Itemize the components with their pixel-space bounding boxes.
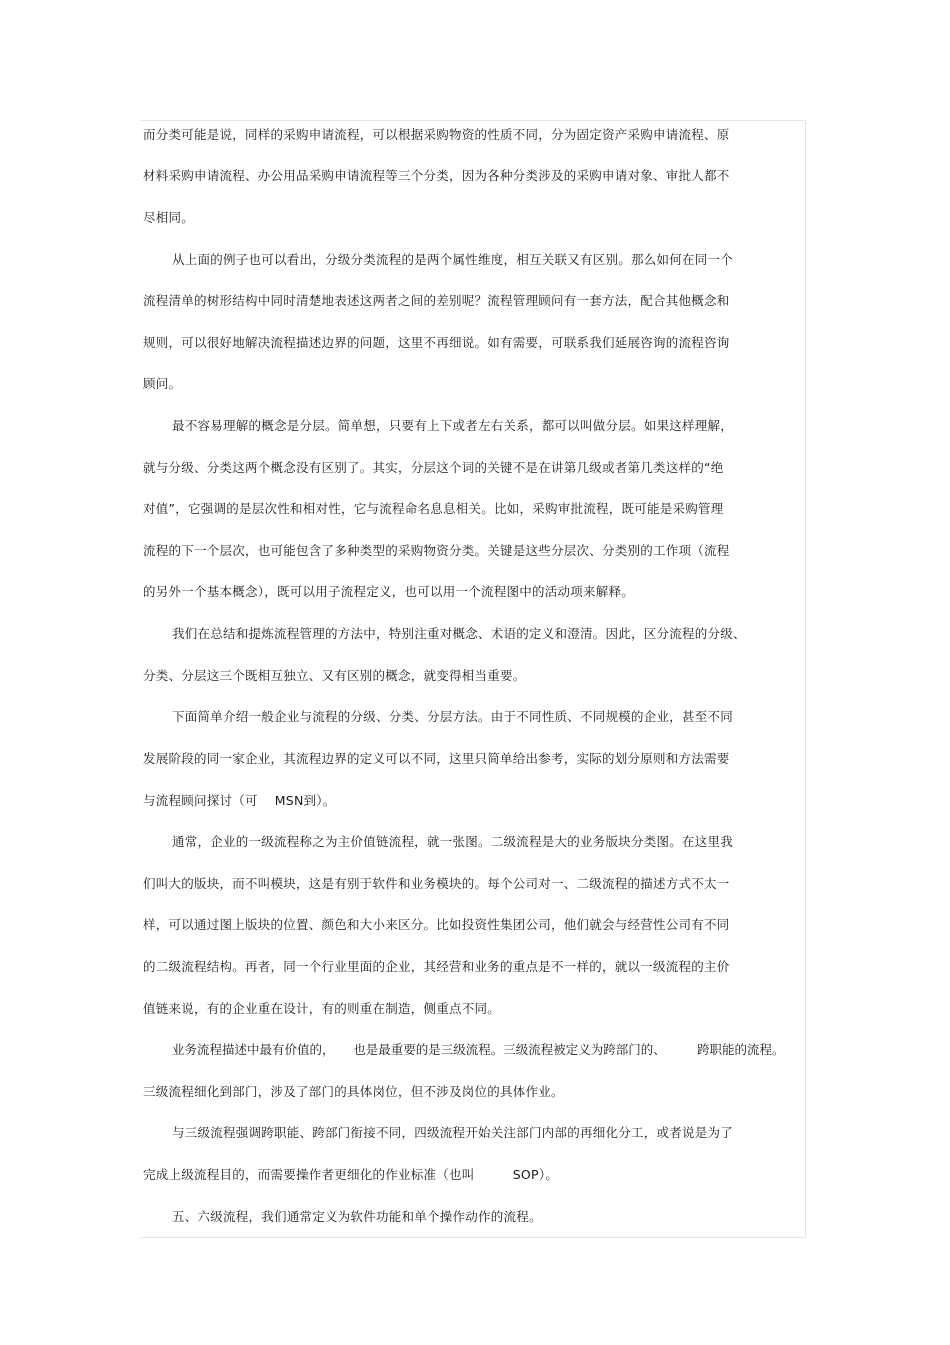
paragraph-line: 与三级流程强调跨职能、跨部门衔接不同，四级流程开始关注部门内部的再细化分工，或者说是为了 bbox=[172, 1125, 734, 1140]
paragraph-line: 三级流程细化到部门，涉及了部门的具体岗位，但不涉及岗位的具体作业。 bbox=[143, 1084, 564, 1099]
paragraph-line: 分类、分层这三个既相互独立、又有区别的概念，就变得相当重要。 bbox=[143, 668, 526, 683]
paragraph-line: 发展阶段的同一家企业，其流程边界的定义可以不同，这里只简单给出参考，实际的划分原则和方法需要 bbox=[143, 751, 730, 766]
paragraph-line: 通常，企业的一级流程称之为主价值链流程，就一张图。二级流程是大的业务版块分类图。在这里我 bbox=[172, 834, 734, 849]
paragraph-line: 完成上级流程目的，而需要操作者更细化的作业标准（也叫 SOP）。 bbox=[143, 1167, 559, 1182]
paragraph-line: 与流程顾问探讨（可 MSN到）。 bbox=[143, 793, 336, 808]
paragraph-line: 从上面的例子也可以看出，分级分类流程的是两个属性维度，相互关联又有区别。那么如何在同一个 bbox=[172, 252, 734, 267]
paragraph-line: 流程的下一个层次，也可能包含了多种类型的采购物资分类。关键是这些分层次、分类别的工作项（流程 bbox=[143, 543, 730, 558]
paragraph-line: 流程清单的树形结构中同时清楚地表述这两者之间的差别呢？流程管理顾问有一套方法，配合其他概念和 bbox=[143, 293, 730, 308]
paragraph-line: 规则，可以很好地解决流程描述边界的问题，这里不再细说。如有需要，可联系我们延展咨询的流程咨询 bbox=[143, 335, 730, 350]
paragraph-line: 材料采购申请流程、办公用品采购申请流程等三个分类，因为各种分类涉及的采购申请对象、审批人都不 bbox=[143, 168, 730, 183]
paragraph-line: 业务流程描述中最有价值的， 也是最重要的是三级流程。三级流程被定义为跨部门的、 跨职能的流程。 bbox=[172, 1042, 785, 1057]
paragraph-line: 就与分级、分类这两个概念没有区别了。其实，分层这个词的关键不是在讲第几级或者第几类这样的“绝 bbox=[143, 460, 724, 475]
paragraph-line: 而分类可能是说，同样的采购申请流程，可以根据采购物资的性质不同，分为固定资产采购申请流程、原 bbox=[143, 127, 730, 142]
paragraph-line: 尽相同。 bbox=[143, 210, 195, 225]
paragraph-line: 样，可以通过图上版块的位置、颜色和大小来区分。比如投资性集团公司，他们就会与经营性公司有不同 bbox=[143, 917, 730, 932]
paragraph-line: 们叫大的版块，而不叫模块，这是有别于软件和业务模块的。每个公司对一、二级流程的描述方式不太一 bbox=[143, 876, 730, 891]
paragraph-line: 下面简单介绍一般企业与流程的分级、分类、分层方法。由于不同性质、不同规模的企业，甚至不同 bbox=[172, 709, 734, 724]
paragraph-line: 的二级流程结构。再者，同一个行业里面的企业，其经营和业务的重点是不一样的，就以一级流程的主价 bbox=[143, 959, 730, 974]
paragraph-line: 顾问。 bbox=[143, 376, 182, 391]
paragraph-line: 五、六级流程，我们通常定义为软件功能和单个操作动作的流程。 bbox=[172, 1209, 542, 1224]
paragraph-line: 对值”，它强调的是层次性和相对性，它与流程命名息息相关。比如，采购审批流程，既可能是采购管理 bbox=[143, 501, 724, 516]
paragraph-line: 值链来说，有的企业重在设计，有的则重在制造，侧重点不同。 bbox=[143, 1001, 501, 1016]
paragraph-line: 最不容易理解的概念是分层。简单想，只要有上下或者左右关系，都可以叫做分层。如果这样理解， bbox=[172, 418, 734, 433]
paragraph-line: 我们在总结和提炼流程管理的方法中，特别注重对概念、术语的定义和澄清。因此，区分流程的分级、 bbox=[172, 626, 746, 641]
paragraph-line: 的另外一个基本概念），既可以用子流程定义，也可以用一个流程图中的活动项来解释。 bbox=[143, 584, 635, 599]
